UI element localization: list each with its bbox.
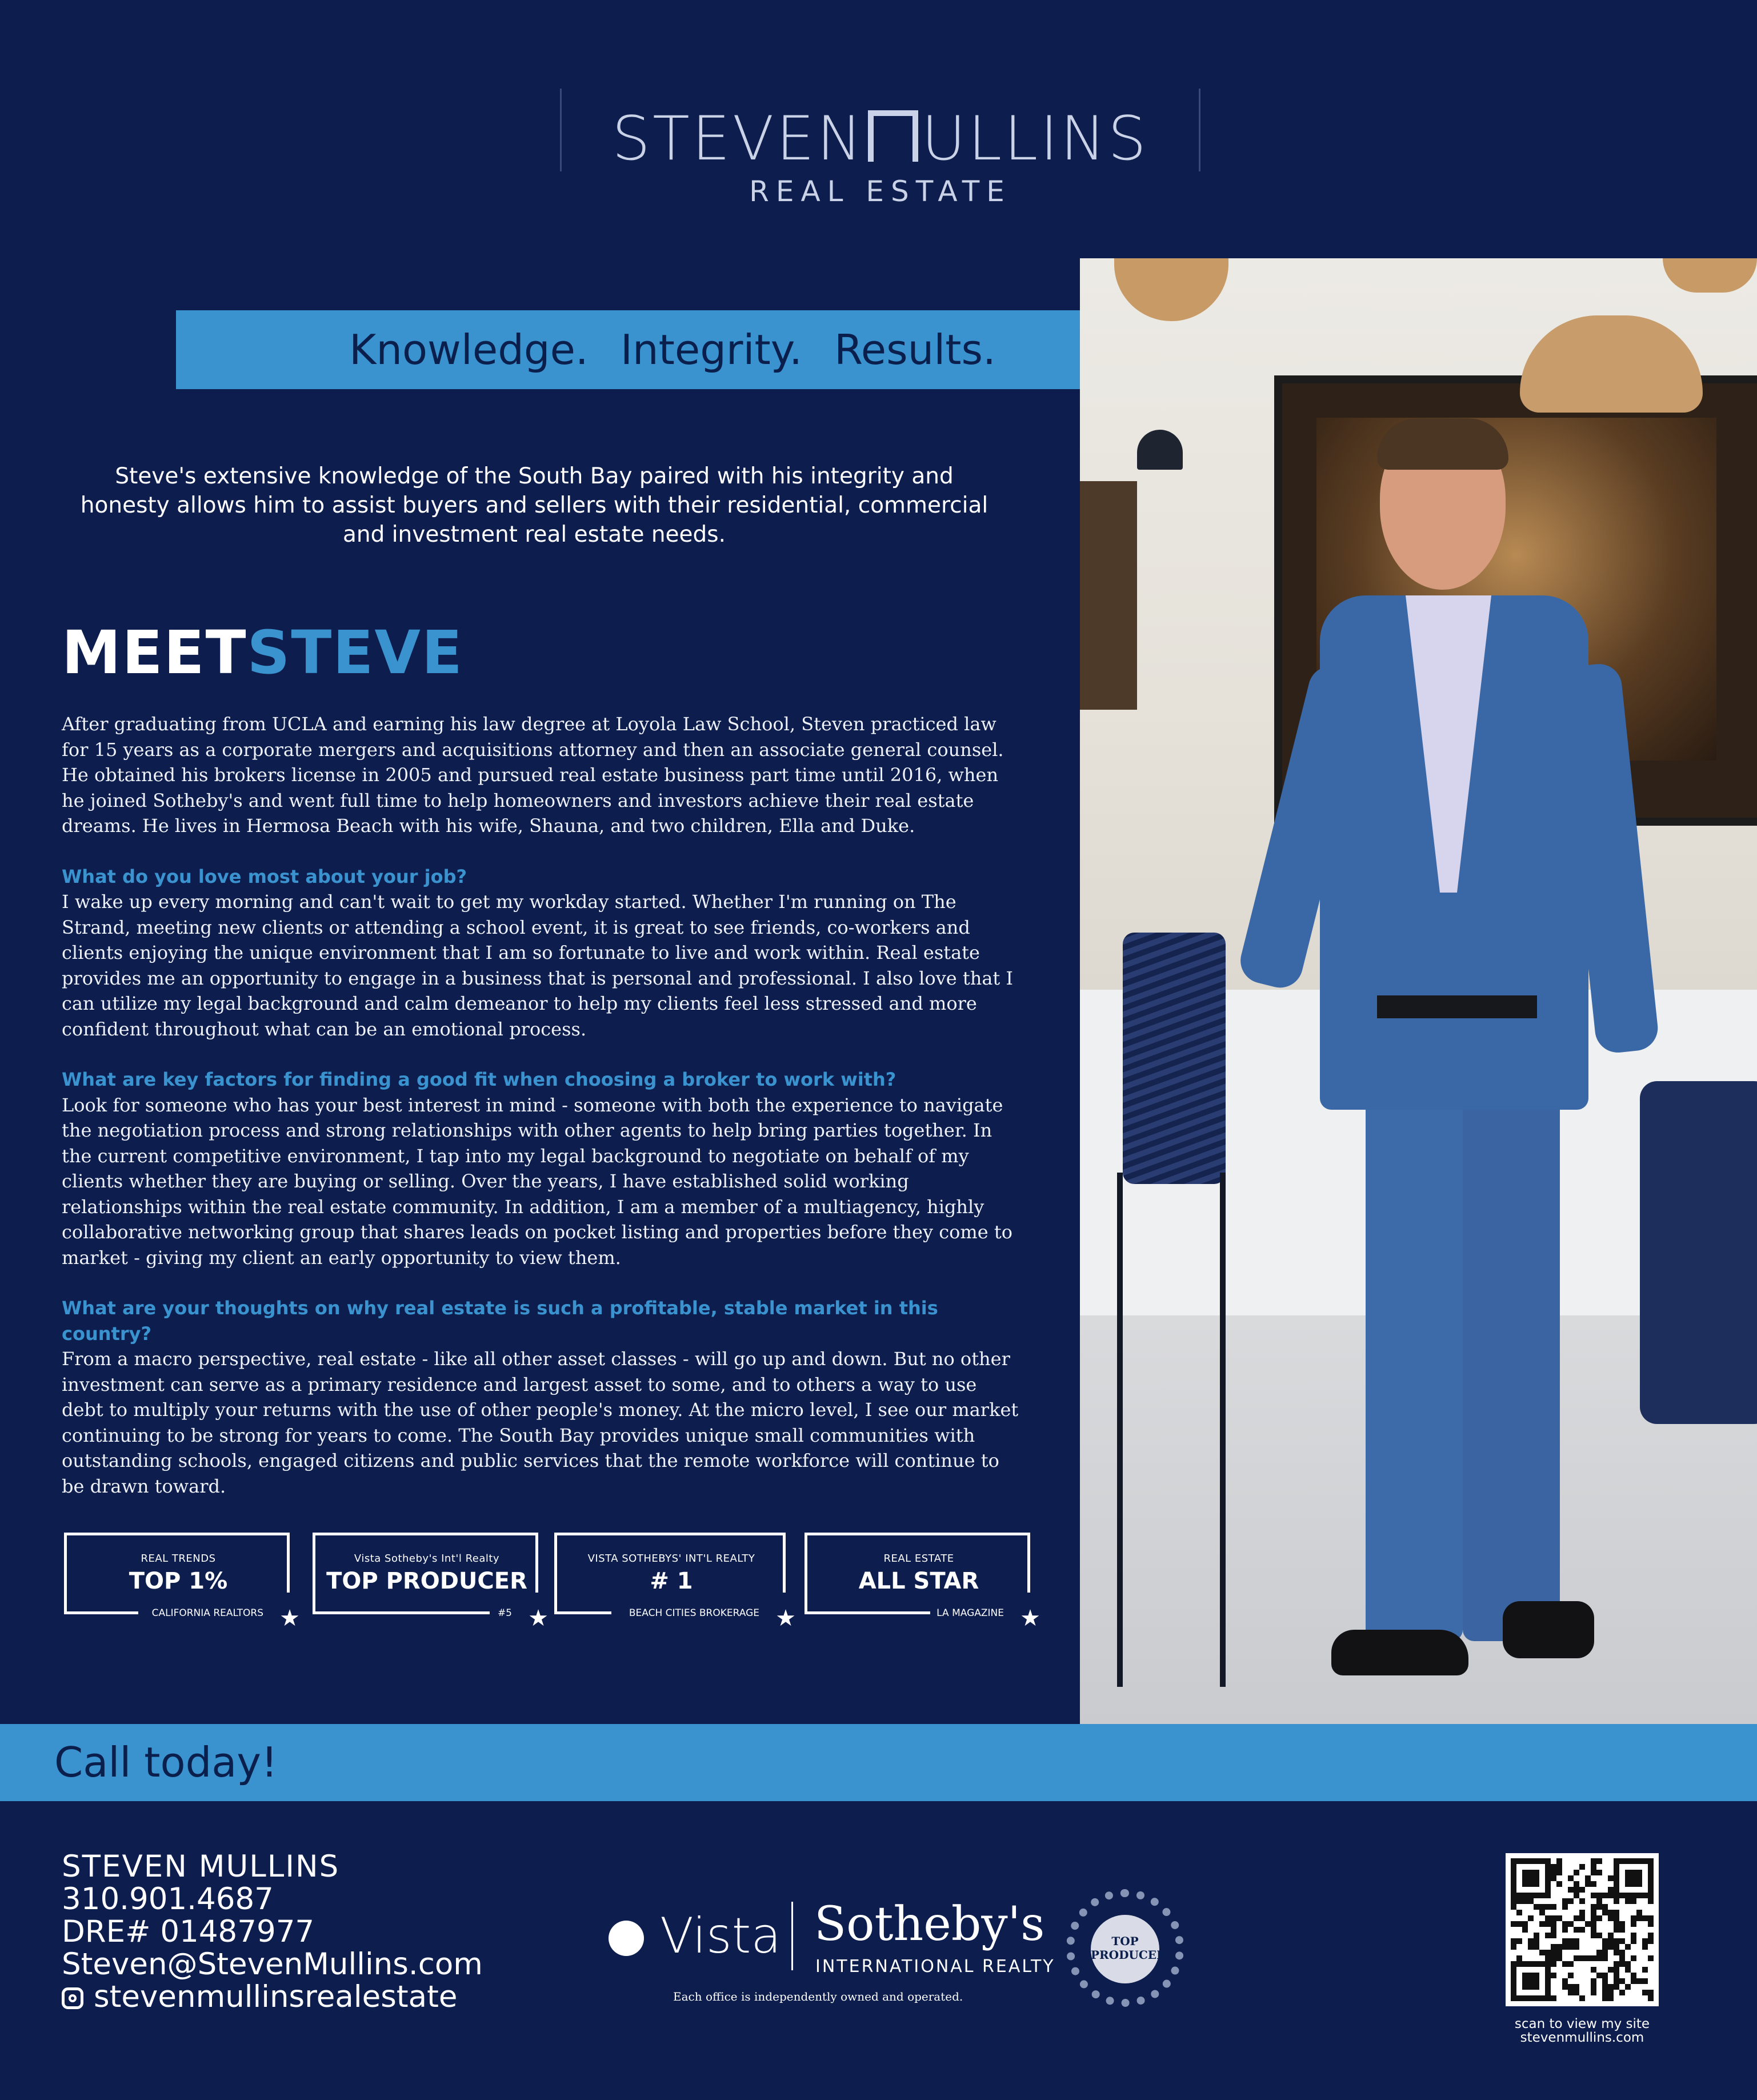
award-footer: CALIFORNIA REALTORS [151, 1607, 263, 1619]
logo-divider [791, 1902, 793, 1970]
qr-code[interactable] [1506, 1853, 1659, 2006]
vista-text: Vista [660, 1907, 782, 1965]
qr-code-icon [1506, 1853, 1659, 2006]
qa-block [62, 1295, 1022, 1499]
award-title: ALL STAR [858, 1568, 979, 1594]
award-top-text: REAL TRENDS [141, 1553, 216, 1565]
seal-line: PRODUCER [1091, 1948, 1166, 1962]
qa-question: What do you love most about your job? [62, 865, 467, 887]
meet-heading-blue: STEVE [247, 618, 463, 687]
tagline-word: Integrity. [620, 326, 802, 374]
dre-number: DRE# 01487977 [62, 1914, 315, 1949]
sothebys-logo: Sotheby's [814, 1897, 1045, 1951]
star-icon: ★ [528, 1605, 549, 1631]
vista-logo [609, 1907, 781, 1965]
qa-answer: Look for someone who has your best interest in mind - someone with both the experience to navigate the negotiation process and strong relationships with other agents to help bring parties together. In the current competitive environment, I tap into my legal background to negotiate on behalf of my clients whether they are buying or selling. Over the years, I have established solid working relationships within the real estate community. In addition, I am a member of a multiagency, highly collaborative networking group that shares leads on pocket listing and properties before they come to market - giving my client an early opportunity to view them. [62, 1094, 1012, 1269]
award-top-text: REAL ESTATE [883, 1553, 954, 1565]
award-footer: BEACH CITIES BROKERAGE [629, 1607, 759, 1619]
qa-answer: From a macro perspective, real estate - like all other asset classes - will go up and down. But no other investment can serve as a primary residence and largest asset to some, and to others a way to use debt to multiply your returns with the use of other people's money. At the micro level, I see our market continuing to be strong for years to come. The South Bay provides unique small communities with outstanding schools, engaged citizens and public services that the remote workforce will continue to be drawn toward. [62, 1348, 1019, 1497]
award-badge [554, 1533, 796, 1631]
logo-name-right: ULLINS [921, 103, 1149, 174]
company-logo [560, 89, 1200, 208]
award-title: TOP PRODUCER [326, 1568, 527, 1594]
meet-heading-white: MEET [62, 618, 247, 687]
qr-caption-line: scan to view my site [1514, 2017, 1650, 2031]
agent-name: STEVEN MULLINS [62, 1849, 340, 1884]
qa-question: What are your thoughts on why real estate is such a profitable, stable market in this country? [62, 1297, 938, 1345]
award-title: # 1 [650, 1568, 693, 1594]
bio-paragraph: After graduating from UCLA and earning his law degree at Loyola Law School, Steven practiced law for 15 years as a corporate mergers and acquisitions attorney and then an associate general counsel. He obtained his brokers license in 2005 and pursued real estate business part time until 2016, when he joined Sotheby's and went full time to help homeowners and investors achieve their real estate dreams. He lives in Hermosa Beach with his wife, Shauna, and two children, Ella and Duke. [62, 713, 1004, 837]
tagline-word: Knowledge. [349, 326, 589, 374]
tagline-word: Results. [834, 326, 996, 374]
logo-name-left: STEVEN [611, 103, 865, 174]
pendant-lamp [1663, 258, 1757, 293]
disclaimer-text: Each office is independently owned and operated. [673, 1990, 963, 2003]
call-today-text: Call today! [54, 1738, 278, 1786]
award-footer: #5 [497, 1607, 512, 1619]
tagline-bar [176, 310, 1169, 389]
wall-sconce [1137, 430, 1183, 470]
email-link[interactable]: Steven@StevenMullins.com [62, 1947, 483, 1982]
star-icon: ★ [775, 1605, 796, 1631]
qr-caption [1474, 2017, 1690, 2045]
bio-section [62, 711, 1022, 1524]
qr-caption-line: stevenmullins.com [1520, 2030, 1644, 2045]
qa-answer: I wake up every morning and can't wait to get my workday started. Whether I'm running on The Strand, meeting new clients or attending a school event, it is great to see friends, co-workers and clients enjoying the unique environment that I am so fortunate to live and work within. Real estate provides me an opportunity to engage in a business that is personal and professional. I also love that I can utilize my legal background and calm demeanor to help my clients feel less stressed and more confident throughout what can be an emotional process. [62, 891, 1014, 1040]
award-badge [64, 1533, 300, 1631]
vista-globe-icon [609, 1921, 644, 1956]
award-top-text: VISTA SOTHEBYS' INT'L REALTY [587, 1553, 755, 1565]
agent-photo [1080, 258, 1757, 1724]
award-badge [313, 1533, 549, 1631]
meet-steve-heading [62, 618, 463, 687]
award-footer: LA MAGAZINE [936, 1607, 1004, 1619]
award-badge [805, 1533, 1040, 1631]
instagram-icon [62, 1987, 83, 2009]
seal-line: TOP [1111, 1934, 1139, 1948]
instagram-link[interactable] [62, 1981, 483, 2013]
awards-row [64, 1533, 1040, 1631]
photo-chair [1640, 1081, 1757, 1424]
pendant-lamp [1114, 258, 1228, 321]
star-icon: ★ [279, 1605, 300, 1631]
agent-figure [1240, 424, 1651, 1715]
contact-block [62, 1850, 483, 2013]
photo-bar-stool [1106, 933, 1243, 1693]
award-title: TOP 1% [129, 1568, 228, 1594]
logo-subtitle: REAL ESTATE [749, 175, 1011, 208]
call-today-bar [0, 1724, 1757, 1801]
qa-block [62, 864, 1022, 1042]
top-producer-seal [1060, 1889, 1190, 2009]
phone-link[interactable]: 310.901.4687 [62, 1882, 274, 1917]
instagram-handle: stevenmullinsrealestate [94, 1979, 458, 2014]
photo-plant [1080, 481, 1137, 710]
star-icon: ★ [1020, 1605, 1040, 1631]
intro-text: Steve's extensive knowledge of the South Bay paired with his integrity and honesty allows him to assist buyers and sellers with their residential, commercial and investment real estate needs. [80, 463, 988, 547]
sothebys-subtitle: INTERNATIONAL REALTY [815, 1957, 1055, 1977]
qa-question: What are key factors for finding a good fit when choosing a broker to work with? [62, 1069, 896, 1090]
qa-block [62, 1067, 1022, 1270]
house-m-icon [868, 110, 918, 162]
pendant-lamp [1520, 315, 1703, 413]
award-top-text: Vista Sotheby's Int'l Realty [354, 1553, 500, 1565]
logo-wordmark [562, 103, 1199, 174]
